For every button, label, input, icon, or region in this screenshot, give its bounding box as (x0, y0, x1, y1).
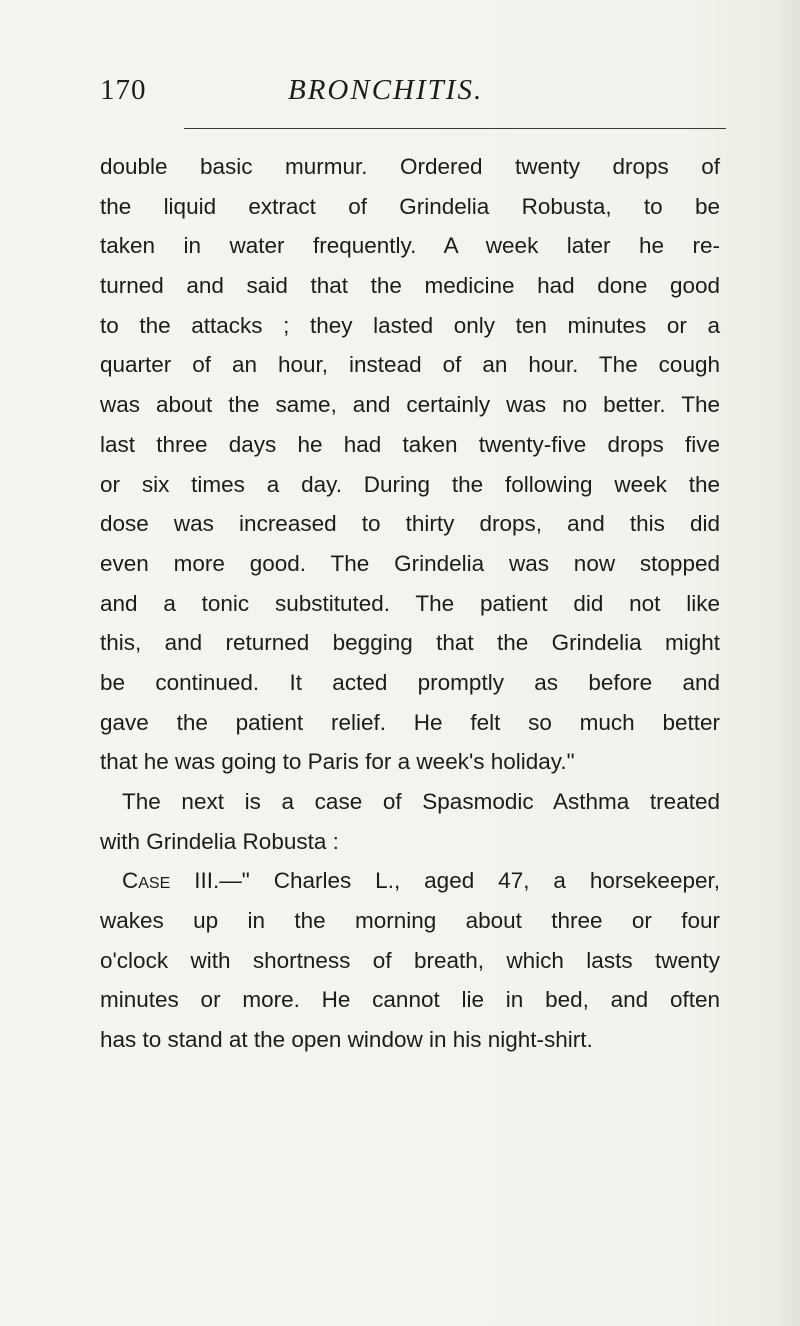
text-line: dose was increased to thirty drops, and this did (100, 511, 720, 537)
text-line: with Grindelia Robusta : (100, 828, 339, 854)
text-line: taken in water frequently. A week later he re- (100, 233, 720, 259)
text-line: has to stand at the open window in his night-shirt. (100, 1027, 593, 1053)
text-line: even more good. The Grindelia was now stopped (100, 550, 720, 576)
text-line: double basic murmur. Ordered twenty drops of (100, 154, 720, 179)
header-rule (184, 128, 726, 129)
page-number: 170 (100, 74, 147, 106)
text-line: gave the patient relief. He felt so much better (100, 709, 720, 735)
case-label: Case (122, 868, 171, 894)
text-line: o'clock with shortness of breath, which lasts twenty (100, 947, 720, 973)
text-line: turned and said that the medicine had done good (100, 273, 720, 299)
text-line: be continued. It acted promptly as before and (100, 669, 720, 695)
text-line: that he was going to Paris for a week's holiday." (100, 749, 575, 775)
text-line: wakes up in the morning about three or four (100, 908, 720, 934)
body-text (100, 147, 720, 1060)
text-line: was about the same, and certainly was no better. The (100, 392, 720, 418)
text-line: the liquid extract of Grindelia Robusta, to be (100, 193, 720, 219)
text-line: this, and returned begging that the Grindelia might (100, 630, 720, 656)
running-head: BRONCHITIS. (288, 74, 484, 106)
text-line: III.—" Charles L., aged 47, a horsekeeper, (194, 868, 720, 894)
text-line: quarter of an hour, instead of an hour. The cough (100, 352, 720, 378)
text-line: and a tonic substituted. The patient did not like (100, 590, 720, 616)
case-line (100, 861, 720, 901)
text-line: to the attacks ; they lasted only ten minutes or a (100, 312, 720, 338)
text-line: last three days he had taken twenty-five drops five (100, 431, 720, 457)
text-line: minutes or more. He cannot lie in bed, and often (100, 987, 720, 1013)
page-header (100, 74, 720, 114)
text-line: or six times a day. During the following week the (100, 471, 720, 497)
text-line: The next is a case of Spasmodic Asthma treated (122, 789, 720, 814)
